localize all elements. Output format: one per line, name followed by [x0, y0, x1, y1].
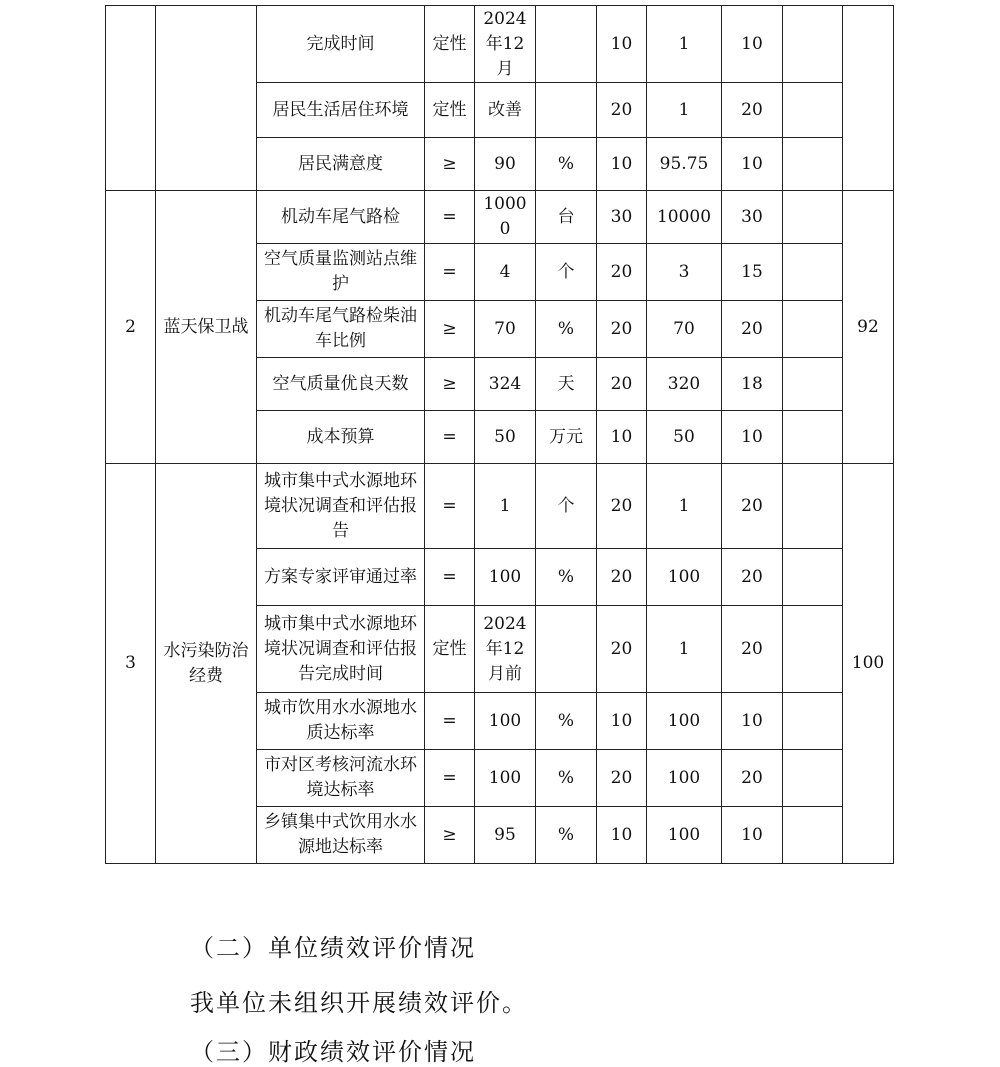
cell-actual: 3 — [647, 244, 722, 301]
cell-weight: 10 — [597, 693, 647, 750]
cell-indicator: 城市饮用水水源地水质达标率 — [257, 693, 425, 750]
cell-indicator: 城市集中式水源地环境状况调查和评估报告 — [257, 464, 425, 549]
cell-score: 20 — [722, 83, 783, 138]
cell-project: 蓝天保卫战 — [156, 191, 257, 464]
cell-indicator: 成本预算 — [257, 411, 425, 464]
cell-total — [843, 6, 894, 191]
cell-unit: % — [536, 750, 597, 807]
cell-indicator: 空气质量监测站点维护 — [257, 244, 425, 301]
cell-note — [783, 464, 843, 549]
cell-project: 水污染防治经费 — [156, 464, 257, 864]
cell-actual: 50 — [647, 411, 722, 464]
cell-actual: 10000 — [647, 191, 722, 244]
cell-note — [783, 411, 843, 464]
section-heading-unit-evaluation: （二）单位绩效评价情况 — [190, 934, 476, 962]
cell-no: 2 — [106, 191, 156, 464]
cell-weight: 20 — [597, 301, 647, 358]
cell-indicator: 市对区考核河流水环境达标率 — [257, 750, 425, 807]
cell-actual: 1 — [647, 606, 722, 693]
cell-operator: ≥ — [425, 358, 475, 411]
cell-weight: 20 — [597, 244, 647, 301]
cell-target: 324 — [475, 358, 536, 411]
unit-evaluation-text: 我单位未组织开展绩效评价。 — [190, 989, 528, 1017]
cell-note — [783, 549, 843, 606]
cell-actual: 100 — [647, 750, 722, 807]
cell-note — [783, 358, 843, 411]
section-heading-finance-evaluation: （三）财政绩效评价情况 — [190, 1038, 476, 1066]
cell-total: 100 — [843, 464, 894, 864]
cell-target: 4 — [475, 244, 536, 301]
cell-note — [783, 606, 843, 693]
cell-unit — [536, 6, 597, 83]
cell-target: 100 — [475, 549, 536, 606]
cell-total: 92 — [843, 191, 894, 464]
table-row — [106, 191, 894, 244]
cell-score: 10 — [722, 6, 783, 83]
table-row — [106, 464, 894, 549]
cell-actual: 100 — [647, 693, 722, 750]
cell-unit: 台 — [536, 191, 597, 244]
cell-no: 3 — [106, 464, 156, 864]
cell-indicator: 城市集中式水源地环境状况调查和评估报告完成时间 — [257, 606, 425, 693]
cell-score: 20 — [722, 301, 783, 358]
cell-score: 10 — [722, 807, 783, 864]
cell-operator: 定性 — [425, 83, 475, 138]
cell-indicator: 机动车尾气路检柴油车比例 — [257, 301, 425, 358]
cell-note — [783, 191, 843, 244]
cell-note — [783, 83, 843, 138]
cell-score: 10 — [722, 411, 783, 464]
cell-operator: = — [425, 693, 475, 750]
cell-no — [106, 6, 156, 191]
cell-actual: 1 — [647, 464, 722, 549]
cell-operator: 定性 — [425, 606, 475, 693]
cell-actual: 320 — [647, 358, 722, 411]
cell-operator: = — [425, 549, 475, 606]
cell-target: 50 — [475, 411, 536, 464]
cell-score: 20 — [722, 750, 783, 807]
cell-unit: % — [536, 138, 597, 191]
cell-score: 30 — [722, 191, 783, 244]
cell-unit: 万元 — [536, 411, 597, 464]
cell-note — [783, 244, 843, 301]
cell-actual: 100 — [647, 807, 722, 864]
cell-score: 20 — [722, 549, 783, 606]
cell-score: 20 — [722, 606, 783, 693]
cell-note — [783, 301, 843, 358]
cell-weight: 20 — [597, 464, 647, 549]
cell-actual: 1 — [647, 6, 722, 83]
cell-unit: 个 — [536, 244, 597, 301]
cell-score: 10 — [722, 138, 783, 191]
cell-weight: 10 — [597, 411, 647, 464]
cell-score: 20 — [722, 464, 783, 549]
cell-unit — [536, 606, 597, 693]
cell-actual: 1 — [647, 83, 722, 138]
cell-weight: 20 — [597, 549, 647, 606]
cell-weight: 10 — [597, 807, 647, 864]
cell-operator: = — [425, 411, 475, 464]
cell-weight: 10 — [597, 6, 647, 83]
cell-weight: 20 — [597, 750, 647, 807]
cell-operator: ≥ — [425, 301, 475, 358]
performance-table — [105, 5, 894, 864]
cell-target: 100 — [475, 750, 536, 807]
cell-target: 1 — [475, 464, 536, 549]
cell-indicator: 机动车尾气路检 — [257, 191, 425, 244]
cell-indicator: 空气质量优良天数 — [257, 358, 425, 411]
cell-operator: = — [425, 464, 475, 549]
cell-indicator: 方案专家评审通过率 — [257, 549, 425, 606]
cell-weight: 20 — [597, 358, 647, 411]
cell-note — [783, 693, 843, 750]
cell-target: 90 — [475, 138, 536, 191]
cell-target: 100 — [475, 693, 536, 750]
cell-indicator: 居民满意度 — [257, 138, 425, 191]
cell-target: 2024年12月前 — [475, 606, 536, 693]
cell-operator: = — [425, 191, 475, 244]
cell-actual: 95.75 — [647, 138, 722, 191]
cell-operator: 定性 — [425, 6, 475, 83]
cell-note — [783, 138, 843, 191]
cell-target: 2024年12月 — [475, 6, 536, 83]
cell-target: 95 — [475, 807, 536, 864]
cell-unit: % — [536, 807, 597, 864]
cell-weight: 20 — [597, 83, 647, 138]
cell-unit: % — [536, 693, 597, 750]
cell-score: 18 — [722, 358, 783, 411]
cell-indicator: 乡镇集中式饮用水水源地达标率 — [257, 807, 425, 864]
cell-operator: ≥ — [425, 138, 475, 191]
cell-weight: 20 — [597, 606, 647, 693]
cell-indicator: 居民生活居住环境 — [257, 83, 425, 138]
cell-note — [783, 6, 843, 83]
cell-unit: 个 — [536, 464, 597, 549]
cell-unit: % — [536, 549, 597, 606]
cell-project — [156, 6, 257, 191]
table-row — [106, 6, 894, 83]
cell-operator: = — [425, 750, 475, 807]
cell-indicator: 完成时间 — [257, 6, 425, 83]
cell-weight: 10 — [597, 138, 647, 191]
cell-operator: = — [425, 244, 475, 301]
cell-note — [783, 750, 843, 807]
cell-operator: ≥ — [425, 807, 475, 864]
cell-target: 70 — [475, 301, 536, 358]
cell-weight: 30 — [597, 191, 647, 244]
cell-actual: 70 — [647, 301, 722, 358]
cell-unit — [536, 83, 597, 138]
cell-score: 15 — [722, 244, 783, 301]
cell-target: 改善 — [475, 83, 536, 138]
cell-target: 10000 — [475, 191, 536, 244]
cell-note — [783, 807, 843, 864]
cell-score: 10 — [722, 693, 783, 750]
cell-actual: 100 — [647, 549, 722, 606]
cell-unit: % — [536, 301, 597, 358]
cell-unit: 天 — [536, 358, 597, 411]
